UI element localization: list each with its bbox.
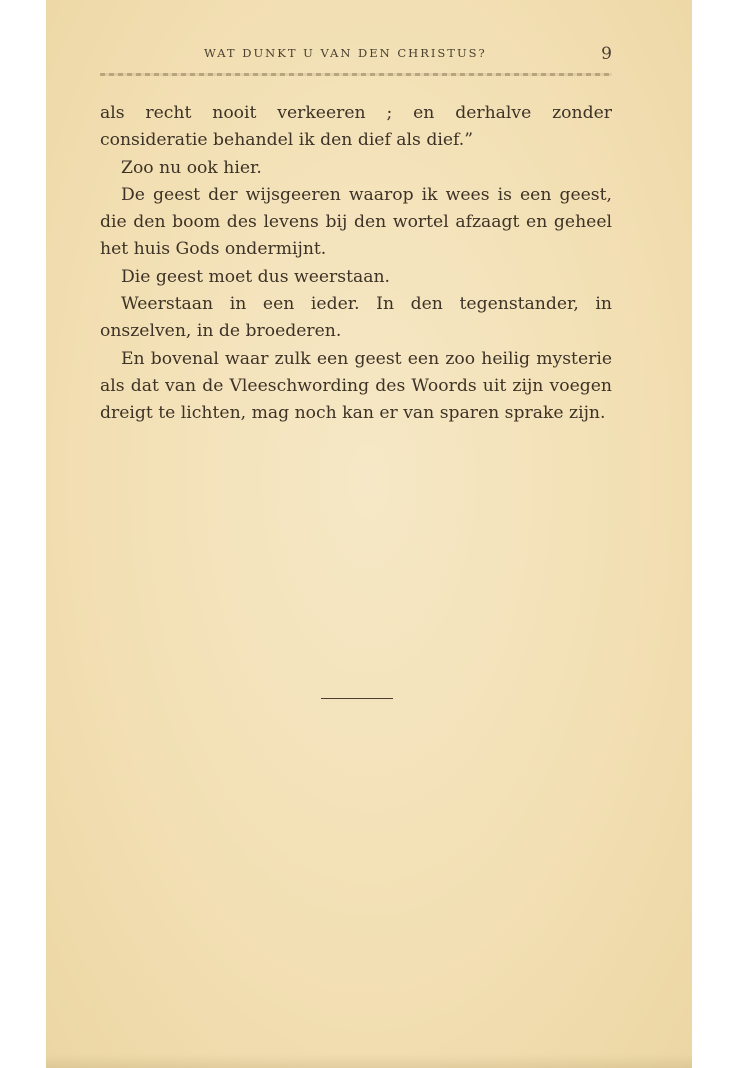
header-rule [100,73,612,76]
running-head: WAT DUNKT U VAN DEN CHRISTUS? [204,46,487,60]
paragraph: Zoo nu ook hier. [121,157,262,178]
paragraph: De geest der wijsgeeren waarop ik wees is een geest, die den boom des levens bij den wortel afzaagt en geheel het huis Gods ondermijnt. [100,184,612,260]
page-edge-shade [46,1054,692,1068]
paragraph: Weerstaan in een ieder. In den tegenstander, in onszelven, in de broederen. [100,294,612,342]
book-page [46,0,692,1068]
paragraph: als recht nooit verkeeren ; en derhalve zonder consideratie behandel ik den dief als dief.” [100,103,612,151]
page-number: 9 [601,44,612,64]
section-end-rule [321,698,393,699]
paragraph: Die geest moet dus weerstaan. [121,266,391,287]
paragraph: En bovenal waar zulk een geest een zoo heilig mysterie als dat van de Vleeschwording des Woords uit zijn voegen dreigt te lichten, mag noch kan er van sparen sprake zijn. [100,348,612,424]
body-text [100,100,612,428]
